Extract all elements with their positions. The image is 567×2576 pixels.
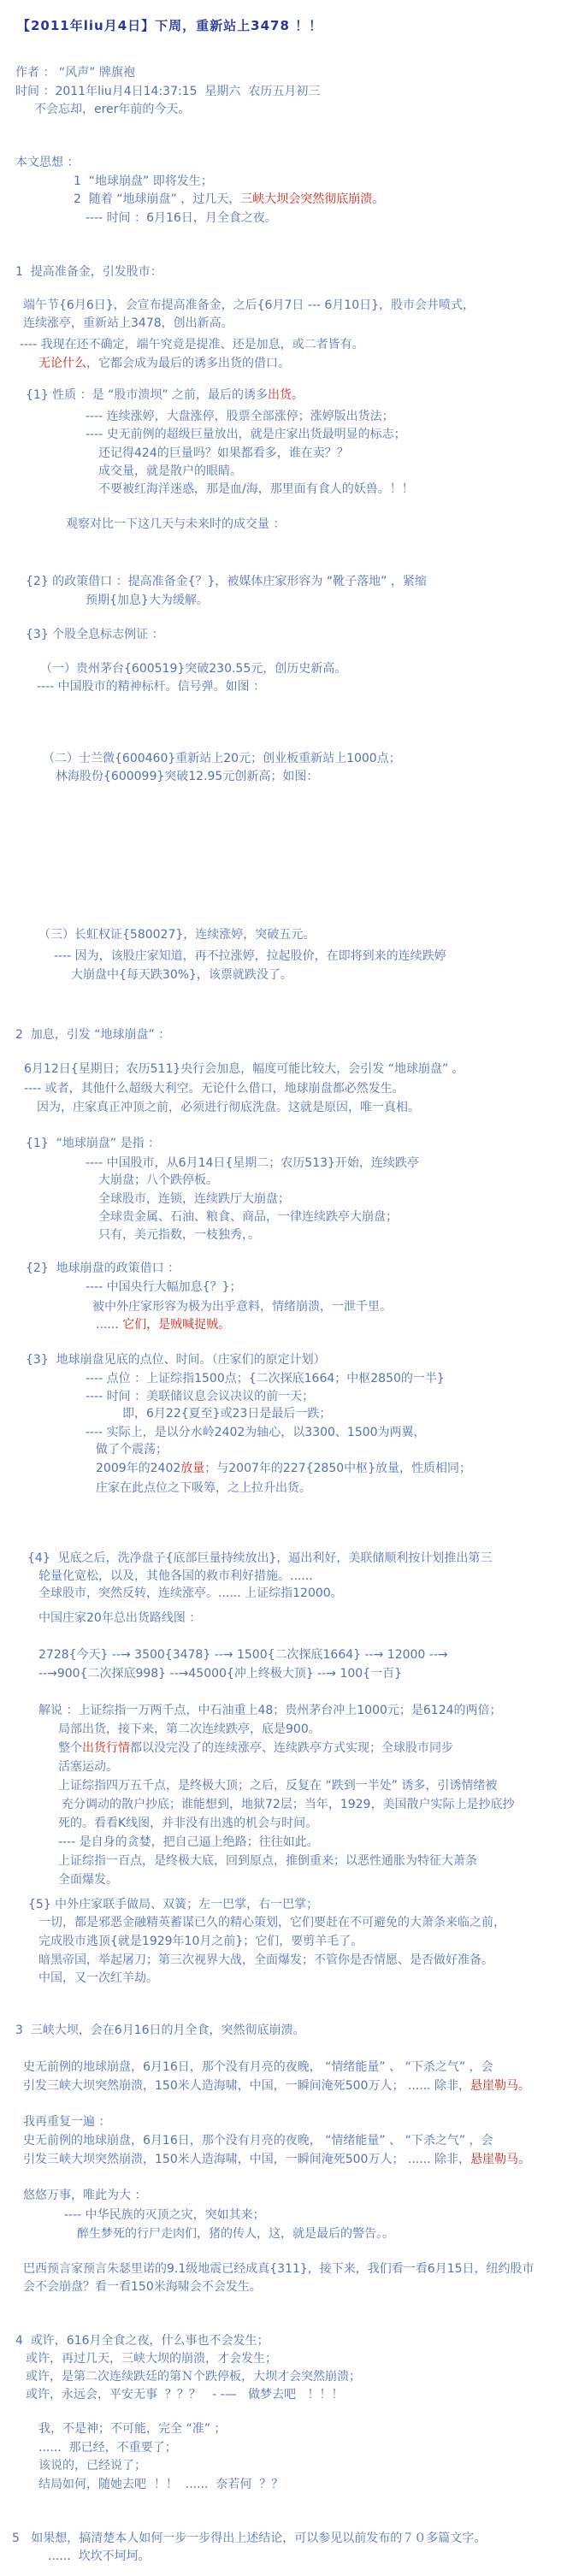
text-line (23, 2260, 535, 2278)
text-segment: 不要被红海洋迷惑，那是血/海，那里面有食人的妖兽。！！ (98, 482, 414, 496)
text-line (62, 1795, 514, 1814)
text-line (38, 2475, 283, 2494)
text-line (66, 515, 285, 534)
highlighted-text: 三峡大坝会突然彻底崩溃。 (240, 192, 385, 206)
text-line (24, 1060, 464, 1078)
text-line (37, 677, 265, 696)
text-line (38, 354, 290, 373)
text-line (98, 480, 414, 499)
text-segment: 大崩盘；八个跌停板。 (98, 1173, 218, 1187)
text-line (98, 1190, 290, 1208)
text-segment: 林海股份{600099}突破12.95元创新高；如图： (56, 770, 319, 783)
text-segment: --→900{二次探底998} --→45000{冲上终极大顶} --→ 100{一百} (38, 1667, 402, 1681)
text-line (38, 1969, 158, 1988)
timestamp-line (15, 82, 320, 101)
text-segment: ---- 时间 ：6月16日，月全食之夜。 (86, 211, 277, 225)
text-segment: 即，6月22{夏至}或23日是最后一跌； (122, 1407, 332, 1421)
text-line (15, 2331, 269, 2350)
text-line (38, 1913, 505, 1932)
text-line (26, 572, 427, 591)
text-line (38, 1951, 493, 1970)
text-segment: 做了个震荡； (96, 1443, 168, 1456)
text-line (38, 2419, 226, 2438)
text-line (38, 2456, 146, 2475)
text-line (26, 1134, 160, 1153)
text-segment: 全球贵金属、石油、粮食、商品，一律连续跌亭大崩盘； (98, 1210, 398, 1224)
text-segment: 巴西预言家预言朱瑟里诺的9.1级地震已经成真{311}，接下来，我们看一看6月15日，纽约股市 (23, 2262, 535, 2276)
text-segment: 大崩盘中{每天跌30%}，该票就跌没了。 (71, 968, 292, 982)
text-segment: {3} 个股全息标志例证 ： (26, 628, 164, 641)
text-line (98, 1226, 260, 1244)
text-segment: 5 如果想，搞清楚本人如何一步一步得出上述结论，可以参见以前发布的７０多篇文字。 (12, 2532, 487, 2545)
text-line (54, 947, 446, 966)
highlighted-text: 放量 (180, 1462, 205, 1475)
text-segment: 解说 ：上证综指一万两千点，中石油重上48；贵州茅台冲上1000元；是6124的两倍； (38, 1704, 502, 1717)
text-segment: 端午节{6月6日}，会宣布提高准备金，之后{6月7日 --- 6月10日}，股市会井喷式， (23, 298, 475, 312)
text-segment: ...... 坎坎不坷坷。 (48, 2549, 151, 2563)
text-line (64, 2206, 265, 2224)
text-line (26, 1350, 326, 1369)
text-segment: ---- 是自身的贪婪，把自己逼上绝路；往往如此。 (58, 1835, 319, 1849)
text-line (96, 1479, 311, 1498)
text-segment: 充分调动的散户抄底；谁能想到，地狱72层；当年，1929，美国散户实际上是抄底抄 (62, 1798, 515, 1811)
text-segment: 中国庄家20年总出货路线图 ： (38, 1611, 202, 1625)
text-segment: 引发三峡大坝突然崩溃，150米人造海啸，中国，一瞬间淹死500万人； ...... 除非， (23, 2153, 471, 2166)
text-segment: 2009年的2402 (96, 1462, 181, 1475)
text-line (96, 1459, 471, 1478)
highlighted-text: 它们，是贼喊捉贼。 (122, 1318, 231, 1332)
text-segment: ...... 那已经，不重要了； (38, 2441, 177, 2455)
text-segment: 【2011年liu月4日】下周，重新站上3478 ！！ (17, 18, 323, 33)
text-line (23, 2278, 262, 2296)
text-line (27, 1549, 492, 1568)
highlighted-text: 出货行情 (82, 1741, 130, 1755)
text-segment: {1} “地球崩盘” 是指 ： (26, 1137, 161, 1150)
text-line (96, 1315, 230, 1334)
text-segment: 2728{今天} --→ 3500{3478} --→ 1500{二次探底1664} --→ 12000 --→ (38, 1648, 448, 1662)
text-segment: ---- 中华民族的灭顶之灾，突如其来； (64, 2208, 265, 2222)
text-line (23, 296, 475, 315)
text-line (23, 2077, 530, 2095)
text-segment: {1} 性质 ：是 “股市溃坝” 之前，最后的诱多 (26, 388, 269, 402)
text-line (26, 2349, 277, 2368)
text-segment: 本文思想 ： (15, 156, 80, 169)
text-segment: 3 三峡大坝，会在6月16日的月全食，突然彻底崩溃。 (15, 2024, 305, 2037)
text-line (58, 1758, 118, 1776)
text-segment: ---- 点位 ：上证综指1500点；{二次探底1664；中枢2850的一半} (86, 1372, 445, 1385)
text-segment: 全球股市，突然反转，连续涨亭。...... 上证综指12000。 (38, 1586, 343, 1600)
text-line (38, 1567, 313, 1586)
text-line (12, 2529, 486, 2548)
text-line (74, 190, 384, 209)
text-segment: ...... (96, 1318, 123, 1332)
text-segment: 1 提高准备金，引发股市： (15, 265, 162, 279)
text-segment: 还记得424的巨量吗？如果都看多，谁在卖？？ (98, 446, 349, 460)
text-line (86, 425, 406, 444)
text-segment: 或许，是第二次连续跌廷的第Ｎ个跌停板，大坝才会突然崩溃； (26, 2370, 361, 2384)
text-segment: ---- 中国央行大幅加息{？}； (86, 1280, 242, 1294)
text-segment: ---- 中国股市，从6月14日{星期二；农历513}开始，连续跌亭 (86, 1156, 419, 1170)
text-segment: {5} 中外庄家联手做局、双簧；左一巴掌，右一巴掌； (28, 1898, 319, 1911)
text-segment: 2 加息，引发 “地球崩盘” ： (15, 1028, 171, 1042)
text-line (26, 386, 304, 405)
text-line (38, 1584, 343, 1603)
text-segment: ---- 我现在还不确定，端午究竟是提准、还是加息，或二者皆有。 (20, 338, 364, 352)
text-line (38, 1664, 402, 1683)
text-segment: 暗黑帝国，举起屠刀；第三次视界大战，全面爆发；不管你是否情愿、是否做好准备。 (38, 1953, 493, 1967)
text-line (26, 2385, 344, 2404)
text-line (58, 1833, 319, 1852)
text-segment: 上证综指四万五千点，是终极大顶；之后，反复在 “跌到一半处” 诱多，引诱情绪被 (58, 1779, 498, 1793)
text-line (92, 1297, 392, 1316)
text-line (28, 1895, 318, 1914)
text-line (86, 1278, 241, 1297)
text-segment: 时间 ：2011年liu月4日14:37:15 星期六 农历五月初三 (15, 85, 321, 98)
text-line (58, 1739, 453, 1758)
text-line (58, 1720, 321, 1739)
text-segment: 观察对比一下这几天与未来时的成交量 ： (66, 517, 286, 531)
text-line (26, 1259, 180, 1278)
text-line (58, 1814, 317, 1833)
text-segment: 成交量，就是散户的眼睛。 (98, 464, 242, 478)
text-line (23, 2112, 110, 2131)
text-segment: 不会忘却，erer年前的今天。 (34, 103, 191, 116)
text-line (37, 1098, 420, 1117)
highlighted-text: 出货。 (268, 388, 304, 402)
text-segment: 1 “地球崩盘” 即将发生； (74, 174, 213, 188)
text-line (38, 1645, 448, 1664)
text-line (96, 1440, 168, 1459)
text-segment: ---- 时间 ：美联储议息会议决议的前一天； (86, 1390, 315, 1403)
text-segment: 史无前例的地球崩盘，6月16日，那个没有月亮的夜晚， “情绪能量” 、 “下杀之气” ，会 (23, 2134, 493, 2148)
text-segment: {3} 地球崩盘见底的点位、时间。（庄家们的原定计划） (26, 1353, 326, 1367)
text-segment: ；与2007年的227{2850中枢}放量，性质相同； (204, 1462, 472, 1475)
text-line (86, 1369, 445, 1388)
text-line (77, 2224, 394, 2243)
text-segment: （二）士兰微{600460}重新站上20元；创业板重新站上1000点； (43, 752, 401, 765)
text-segment: 2 随着 “地球崩盘” ，过几天， (74, 192, 241, 206)
text-segment: 中国，又一次红羊劫。 (38, 1971, 158, 1985)
text-segment: 史无前例的地球崩盘，6月16日，那个没有月亮的夜晚， “情绪能量” 、 “下杀之气” ，会 (23, 2060, 493, 2074)
text-line (58, 1870, 118, 1889)
text-line (86, 1423, 426, 1442)
text-line (15, 153, 79, 172)
text-line (98, 1171, 218, 1190)
text-segment: 死的。看看K线图，并非没有出逃的机会与时间。 (58, 1817, 318, 1830)
text-line (86, 591, 209, 610)
text-segment: ---- 中国股市的精神标杆。信号弹。如图 ： (37, 680, 266, 694)
text-segment: 或许，再过几天，三峡大坝的崩溃，才会发生； (26, 2352, 277, 2366)
text-segment: {4} 见底之后，洗净盘子{底部巨量持续放出}，逼出利好，美联储顺利按计划推出第三 (27, 1551, 493, 1565)
text-segment: {2} 地球崩盘的政策借口 ： (26, 1261, 180, 1275)
text-line (74, 172, 213, 191)
text-line (34, 100, 190, 119)
text-line (40, 659, 346, 678)
text-segment: 作者 ： “风声” 牌旗袍 (15, 66, 135, 80)
text-line (24, 1079, 405, 1098)
text-segment: 上证综指一百点，是终极大底，回到原点，推倒重来；以恶性通胀为特征大萧条 (58, 1854, 477, 1868)
text-segment: ---- 因为，该股庄家知道，再不拉涨婷，拉起股价，在即将到来的连续跌婷 (54, 949, 446, 963)
text-segment: 该说的，已经说了； (38, 2459, 146, 2473)
text-segment: 预期{加息}大为缓解。 (86, 594, 209, 607)
text-line (86, 209, 277, 227)
text-line (122, 1404, 331, 1423)
text-segment: 全球股市，连锁，连续跌厅大崩盘； (98, 1192, 290, 1206)
text-segment: 活塞运动。 (58, 1760, 118, 1774)
text-segment: （三）长虹权证{580027}，连续涨婷，突破五元。 (38, 928, 316, 942)
text-segment: 我再重复一遍 ： (23, 2115, 111, 2129)
text-segment: 醉生梦死的行尸走肉们，猪的传人，这，就是最后的警告。。 (77, 2227, 394, 2241)
text-line (48, 2547, 151, 2566)
text-line (38, 1701, 502, 1720)
text-segment: 引发三峡大坝突然崩溃，150米人造海啸，中国，一瞬间淹死500万人； ...... 除非， (23, 2079, 471, 2093)
text-segment: ---- 或者，其他什么超级大利空。无论什么借口，地球崩盘都必然发生。 (24, 1082, 405, 1096)
text-line (26, 2367, 361, 2386)
text-line (23, 2131, 493, 2150)
text-line (58, 1852, 477, 1870)
text-line (43, 749, 401, 768)
text-line (38, 1932, 363, 1951)
text-line (20, 335, 364, 354)
highlighted-text: 无论什么 (38, 357, 86, 370)
text-segment: 4 或许，616月全食之夜，什么事也不会发生； (15, 2334, 269, 2348)
text-line (56, 767, 318, 786)
text-segment: 庄家在此点位之下吸筹，之上拉升出货。 (96, 1481, 311, 1495)
text-segment: 我，不是神；不可能，完全 “准” ； (38, 2422, 227, 2436)
highlighted-text: 悬崖勒马。 (470, 2153, 531, 2166)
text-line (23, 2150, 530, 2169)
text-line (58, 1776, 497, 1795)
text-segment: 结局如何，随她去吧 ！！ ...... 奈若何 ？？ (38, 2478, 284, 2491)
post-title (17, 16, 322, 35)
text-segment: ---- 连续涨婷，大盘涨停，股票全部涨停；涨婷版出货法； (86, 410, 394, 423)
text-segment: 悠悠万事，唯此为大 ： (23, 2189, 147, 2202)
author-line (15, 63, 135, 82)
text-segment: 因为，庄家真正冲顶之前，必须进行彻底洗盘。这就是原因，唯一真相。 (37, 1101, 420, 1114)
text-segment: 完成股市逃顶{就是1929年10月之前}；它们，要剪羊毛了。 (38, 1935, 363, 1948)
text-line (86, 407, 394, 426)
text-line (86, 1387, 314, 1406)
text-segment: 只有，美元指数，一枝独秀，。 (98, 1228, 260, 1242)
text-segment: ---- 史无前例的超级巨量放出，就是庄家出货最明显的标志； (86, 428, 406, 441)
text-line (71, 966, 292, 984)
text-line (23, 314, 233, 333)
text-segment: 6月12日{星期日；农历511}央行会加息，幅度可能比较大，会引发 “地球崩盘” 。 (24, 1062, 464, 1076)
text-segment: （一）贵州茅台{600519}突破230.55元，创历史新高。 (40, 662, 347, 676)
text-line (26, 625, 164, 644)
text-segment: 局部出货，接下来，第二次连续跌亭，底是900。 (58, 1722, 321, 1736)
text-line (15, 2021, 305, 2040)
text-segment: {2} 的政策借口 ：提高准备金{？}，被媒体庄家形容为 “靴子落地” ，紧缩 (26, 575, 427, 588)
text-line (86, 1154, 419, 1173)
text-segment: 或许，永远会，平安无事 ？？？ - -— 做梦去吧 ！！！ (26, 2388, 344, 2402)
text-segment: ，它都会成为最后的诱多出货的借口。 (86, 357, 290, 370)
text-line (38, 1609, 201, 1628)
text-line (15, 1025, 170, 1044)
text-segment: 轮量化宽松，以及，其他各国的救市利好措施。...... (38, 1569, 313, 1583)
text-segment: 都以没完没了的连续涨亭、连续跌亭方式实现；全球股市同步 (130, 1741, 453, 1755)
text-line (38, 925, 315, 944)
highlighted-text: 悬崖勒马。 (470, 2079, 531, 2093)
text-line (98, 1208, 398, 1226)
text-line (23, 2186, 146, 2205)
text-segment: 整个 (58, 1741, 82, 1755)
text-segment: ---- 实际上，是以分水岭2402为轴心，以3300、1500为两翼， (86, 1426, 426, 1439)
text-segment: 会不会崩盘？看一看150米海啸会不会发生。 (23, 2280, 262, 2294)
text-segment: 被中外庄家形容为极为出乎意料，情绪崩溃，一泄千里。 (92, 1300, 392, 1314)
text-segment: 连续涨亭，重新站上3478，创出新高。 (23, 316, 233, 330)
text-line (38, 2438, 177, 2457)
text-line (15, 263, 162, 281)
text-line (98, 462, 242, 481)
text-segment: 全面爆发。 (58, 1873, 118, 1887)
text-line (98, 444, 349, 463)
text-segment: 一切，都是邪恶金融精英蓄谋已久的精心策划，它们要赶在不可避免的大萧条来临之前， (38, 1916, 505, 1929)
text-line (23, 2058, 493, 2077)
